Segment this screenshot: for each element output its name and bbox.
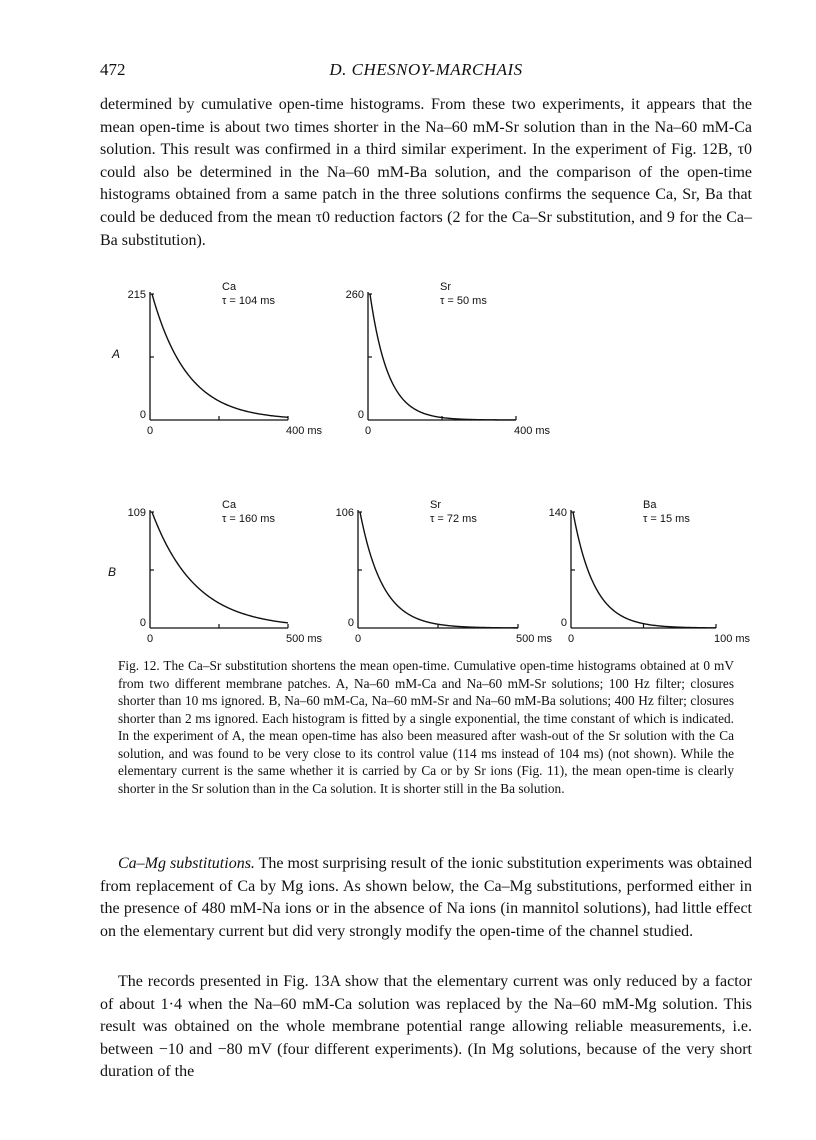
panel-b-sr-x-max-label: 500 ms [515,633,553,645]
panel-a-sr-fit-curve [370,294,516,420]
row-label-b: B [108,565,117,579]
panel-a-sr-tau-label: τ = 50 ms [440,295,487,307]
panel-a-ca-y-max-label: 215 [127,289,146,301]
running-title: D. CHESNOY-MARCHAIS [329,60,523,79]
panel-b-ba-fit-curve [573,512,716,628]
panel-a-sr-x-max-label: 400 ms [513,425,551,437]
panel-a-ca-y-min-label: 0 [139,409,146,421]
panel-a-ca-ion-label: Ca [222,281,237,293]
paragraph-1: determined by cumulative open-time histograms. From these two experiments, it appears that the mean open-time is about two times shorter in the Na–60 mM-Sr solution than in the Na–60 mM-Ca solution. This result was confirmed in a third similar experiment. In the experiment of Fig. 12B, τ0 could also be determined in the Na–60 mM-Ba solution, and the comparison of the open-time histograms obtained from a same patch in the three solutions confirms the sequence Ca, Sr, Ba that could be deduced from the mean τ0 reduction factors (2 for the Ca–Sr substitution, and 9 for the Ca–Ba substitution). [100,96,752,249]
panel-b-sr-ion-label: Sr [430,499,441,511]
panel-b-ba-y-max-label: 140 [548,507,567,519]
page-number: 472 [100,60,126,79]
panel-b-ca-x-max-label: 500 ms [285,633,323,645]
panel-b-ca-x-min-label: 0 [146,633,154,645]
panel-a-ca-tau-label: τ = 104 ms [222,295,275,307]
panel-b-ca-ion-label: Ca [222,499,237,511]
figure-caption: Fig. 12. The Ca–Sr substitution shortens the mean open-time. Cumulative open-time histograms obtained at 0 mV from two different membrane patches. A, Na–60 mM-Ca and Na–60 mM-Sr solutions; 100 Hz filter; closures shorter than 10 ms ignored. B, Na–60 mM-Ca, Na–60 mM-Sr and Na–60 mM-Ba solutions; 400 Hz filter; closures shorter than 2 ms ignored. Each histogram is fitted by a single exponential, the time constant of which is indicated. In the experiment of A, the mean open-time has also been measured after wash-out of the Sr solution with the Ca solution, and was found to be very close to its control value (114 ms instead of 104 ms) (not shown). While the elementary current is the same whether it is carried by Ca or by Sr ions (Fig. 11), the mean open-time is clearly shorter in the Sr solution than in the Ca solution. It is shorter still in the Ba solution. [118,658,734,796]
panel-b-ba-y-min-label: 0 [560,617,567,629]
panel-a-ca-fit-curve [152,294,288,417]
section-heading: Ca–Mg substitutions. [118,855,255,872]
panel-b-sr-y-max-label: 106 [335,507,354,519]
panel-b-ca-y-min-label: 0 [139,617,146,629]
figure-12 [0,270,816,650]
panel-a-ca-x-min-label: 0 [146,425,154,437]
panel-b-ba-x-max-label: 100 ms [713,633,751,645]
row-label-a: A [112,347,121,361]
panel-a-sr-x-min-label: 0 [364,425,372,437]
panel-b-sr-x-min-label: 0 [354,633,362,645]
panel-b-ba-tau-label: τ = 15 ms [643,513,690,525]
panel-b-ba-ion-label: Ba [643,499,657,511]
panel-b-ca-tau-label: τ = 160 ms [222,513,275,525]
paragraph-2-text: The most surprising result of the ionic substitution experiments was obtained from replacement of Ca by Mg ions. As shown below, the Ca–Mg substitutions, performed either in the presence of 480 mM-Na ions or in the absence of Na ions (in mannitol solutions), had little effect on the elementary current but did very strongly modify the open-time of the channel studied. [100,855,753,940]
panel-a-sr-y-max-label: 260 [345,289,364,301]
page-header [100,60,752,86]
panel-a-sr-y-min-label: 0 [357,409,364,421]
panel-b-sr-y-min-label: 0 [347,617,354,629]
panel-b-ca-fit-curve [152,512,288,623]
panel-b-ba-x-min-label: 0 [567,633,575,645]
panel-b-sr-tau-label: τ = 72 ms [430,513,477,525]
panel-a-ca-x-max-label: 400 ms [285,425,323,437]
panel-b-sr-fit-curve [360,512,518,628]
paragraph-3: The records presented in Fig. 13A show that the elementary current was only reduced by a factor of about 1·4 when the Na–60 mM-Ca solution was replaced by the Na–60 mM-Mg solution. This result was obtained on the whole membrane potential range allowing reliable measurements, i.e. between −10 and −80 mV (four different experiments). (In Mg solutions, because of the very short duration of the [100,973,752,1081]
paragraph-2 [100,853,752,943]
panel-a-sr-ion-label: Sr [440,281,451,293]
panel-b-ca-y-max-label: 109 [127,507,146,519]
